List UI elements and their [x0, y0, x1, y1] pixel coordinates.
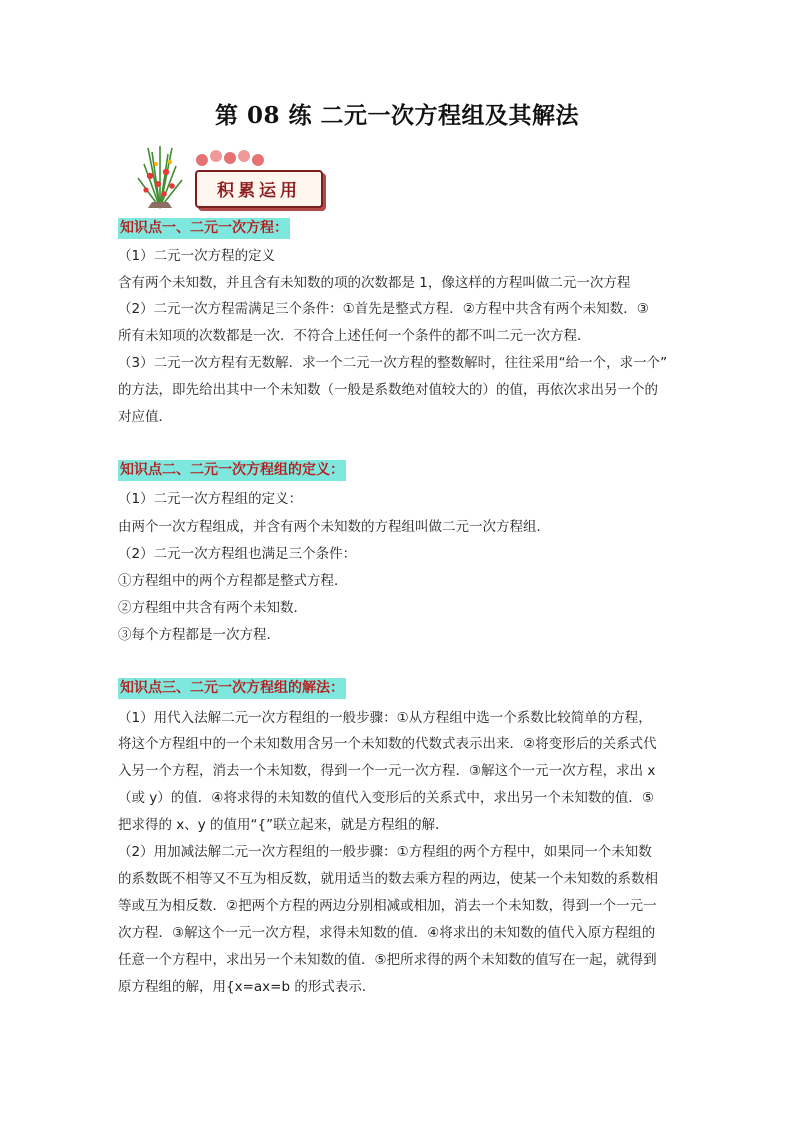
section-heading-1: 知识点一、二元一次方程：: [118, 218, 290, 239]
section-2-line-2: 由两个一次方程组成，并含有两个未知数的方程组叫做二元一次方程组．: [118, 519, 550, 535]
section-3-line-6: （2）用加减法解二元一次方程组的一般步骤：①方程组的两个方程中，如果同一个未知数: [118, 844, 652, 860]
banner-label: 积累运用: [217, 181, 301, 201]
section-1-line-3: （2）二元一次方程需满足三个条件：①首先是整式方程．②方程中共含有两个未知数．③: [118, 301, 649, 317]
section-3-line-8: 等或互为相反数．②把两个方程的两边分别相减或相加，消去一个未知数，得到一个一元一: [118, 898, 657, 914]
section-3-line-1: （1）用代入法解二元一次方程组的一般步骤：①从方程组中选一个系数比较简单的方程，: [118, 710, 652, 726]
section-1-line-6: 的方法，即先给出其中一个未知数（一般是系数绝对值较大的）的值，再依次求出另一个的: [118, 382, 658, 398]
section-1-line-2: 含有两个未知数，并且含有未知数的项的次数都是 1，像这样的方程叫做二元一次方程: [118, 275, 631, 291]
section-1-line-1: （1）二元一次方程的定义: [118, 248, 276, 264]
section-3-line-5: 把求得的 x、y 的值用“{”联立起来，就是方程组的解．: [118, 817, 449, 833]
section-2-line-6: ③每个方程都是一次方程．: [118, 627, 280, 643]
section-2-line-3: （2）二元一次方程组也满足三个条件：: [118, 546, 357, 562]
section-3-line-4: （或 y）的值．④将求得的未知数的值代入变形后的关系式中，求出另一个未知数的值．⑤: [118, 790, 654, 806]
section-2-line-5: ②方程组中共含有两个未知数．: [118, 600, 307, 616]
section-heading-3: 知识点三、二元一次方程组的解法：: [118, 678, 346, 699]
section-1-line-5: （3）二元一次方程有无数解．求一个二元一次方程的整数解时，往往采用“给一个，求一个”: [118, 355, 668, 371]
section-3-line-3: 入另一个方程，消去一个未知数，得到一个一元一次方程．③解这个一元一次方程，求出 x: [118, 763, 656, 779]
section-3-line-2: 将这个方程组中的一个未知数用含另一个未知数的代数式表示出来．②将变形后的关系式代: [118, 736, 657, 752]
section-3-line-10: 任意一个方程中，求出另一个未知数的值．⑤把所求得的两个未知数的值写在一起，就得到: [118, 952, 657, 968]
section-2-line-1: （1）二元一次方程组的定义：: [118, 491, 303, 507]
section-heading-2: 知识点二、二元一次方程组的定义：: [118, 460, 346, 481]
section-1-line-7: 对应值．: [118, 409, 172, 425]
section-3-line-7: 的系数既不相等又不互为相反数，就用适当的数去乘方程的两边，使某一个未知数的系数相: [118, 871, 658, 887]
section-3-line-11: 原方程组的解，用{x=ax=b 的形式表示．: [118, 979, 376, 995]
page-title: 第 08 练 二元一次方程组及其解法: [214, 102, 580, 129]
section-3-line-9: 次方程．③解这个一元一次方程，求得未知数的值．④将求出的未知数的值代入原方程组的: [118, 925, 656, 941]
section-1-line-4: 所有未知项的次数都是一次．不符合上述任何一个条件的都不叫二元一次方程．: [118, 328, 591, 344]
banner-label-box: [195, 170, 323, 208]
section-2-line-4: ①方程组中的两个方程都是整式方程．: [118, 573, 348, 589]
